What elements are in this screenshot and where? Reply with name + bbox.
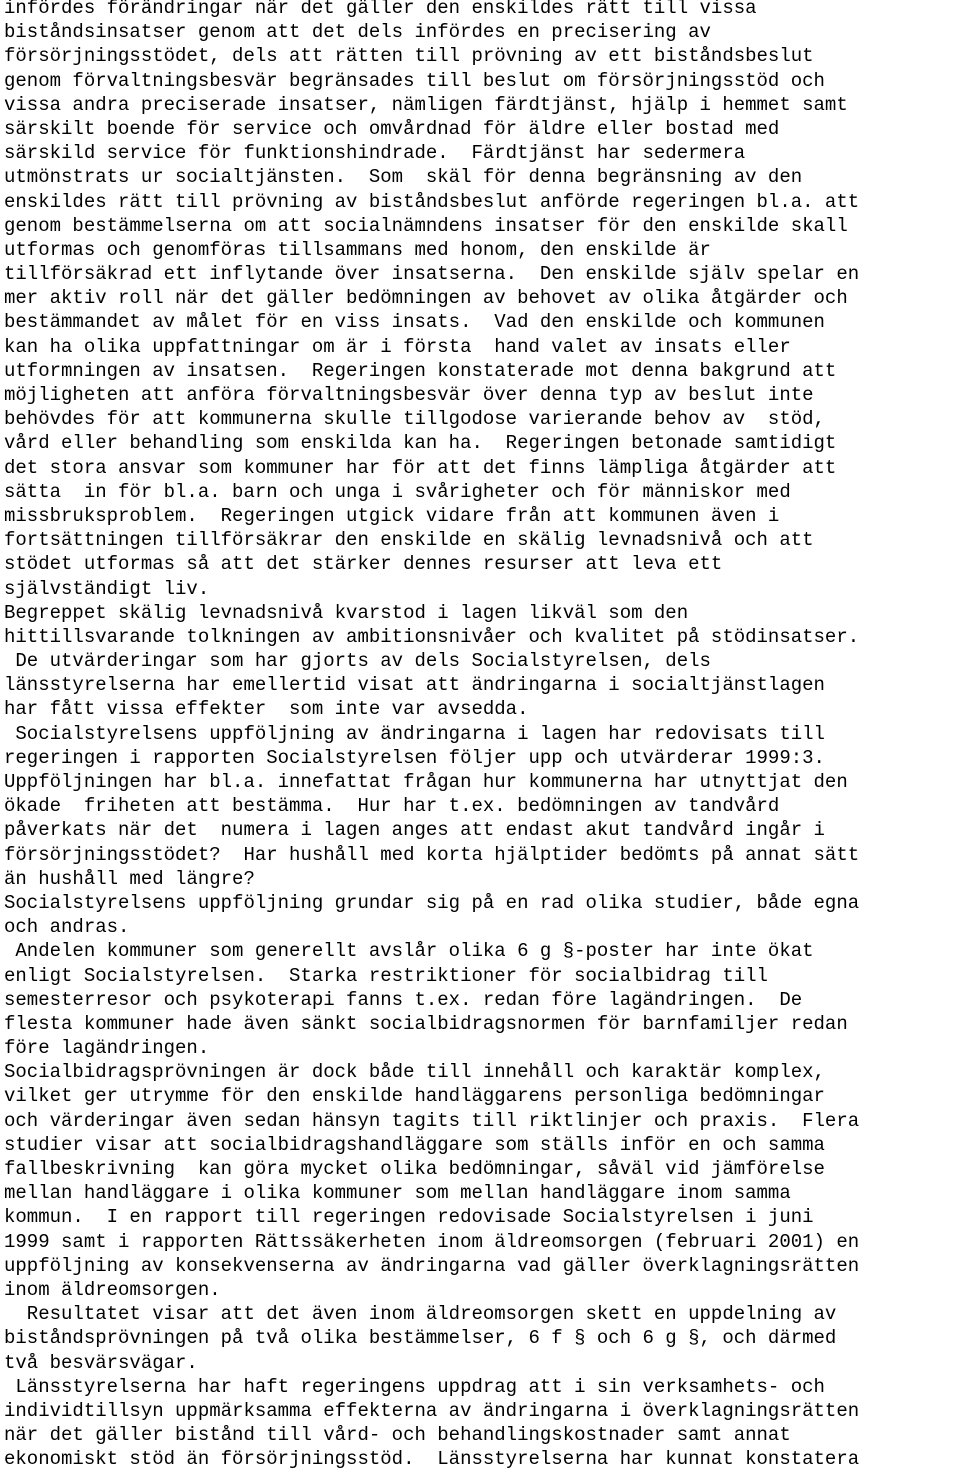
text-line: infördes förändringar när det gäller den enskildes rätt till vissa xyxy=(4,0,757,19)
text-line: vård eller behandling som enskilda kan ha. Regeringen betonade samtidigt xyxy=(4,432,837,455)
text-line: försörjningsstödet, dels att rätten till prövning av ett biståndsbeslut xyxy=(4,45,814,68)
text-line: studier visar att socialbidragshandläggare som ställs inför en och samma xyxy=(4,1133,825,1156)
text-line: Länsstyrelserna har haft regeringens uppdrag att i sin verksamhets- och xyxy=(4,1375,825,1398)
text-line: påverkats när det numera i lagen anges att endast akut tandvård ingår i xyxy=(4,819,825,842)
text-line: individtillsyn uppmärksamma effekterna av ändringarna i överklagningsrätten xyxy=(4,1399,860,1422)
text-line: biståndsinsatser genom att det dels infördes en precisering av xyxy=(4,21,711,44)
text-line: särskild service för funktionshindrade. Färdtjänst har sedermera xyxy=(4,142,746,165)
text-line: inom äldreomsorgen. xyxy=(4,1278,221,1301)
text-line: mellan handläggare i olika kommuner som mellan handläggare inom samma xyxy=(4,1182,791,1205)
text-line: semesterresor och psykoterapi fanns t.ex. redan före lagändringen. De xyxy=(4,988,803,1011)
text-line: De utvärderingar som har gjorts av dels Socialstyrelsen, dels xyxy=(4,650,711,673)
text-line: än hushåll med längre? xyxy=(4,867,255,890)
text-line: enligt Socialstyrelsen. Starka restriktioner för socialbidrag till xyxy=(4,964,768,987)
text-line: Uppföljningen har bl.a. innefattat frågan hur kommunerna har utnyttjat den xyxy=(4,771,848,793)
text-line: sätta in för bl.a. barn och unga i svårigheter och för människor med xyxy=(4,480,791,503)
text-line: två besvärsvägar. xyxy=(4,1351,198,1374)
text-line: det stora ansvar som kommuner har för att det finns lämpliga åtgärder att xyxy=(4,456,837,479)
text-line: utmönstrats ur socialtjänsten. Som skäl för denna begränsning av den xyxy=(4,166,803,189)
text-line: självständigt liv. xyxy=(4,577,210,600)
text-line: möjligheten att anföra förvaltningsbesvär över denna typ av beslut inte xyxy=(4,384,814,406)
document-page xyxy=(4,0,960,1471)
text-line: stödet utformas så att det stärker dennes resurser att leva ett xyxy=(4,553,723,576)
text-line: ekonomiskt stöd än försörjningsstöd. Länsstyrelserna har kunnat konstatera xyxy=(4,1448,860,1471)
text-line: vilket ger utrymme för den enskilde handläggarens personliga bedömningar xyxy=(4,1085,825,1108)
text-line: fortsättningen tillförsäkrar den enskilde en skälig levnadsnivå och att xyxy=(4,529,814,552)
text-line: genom bestämmelserna om att socialnämndens insatser för den enskilde skall xyxy=(4,214,848,237)
text-line: missbruksproblem. Regeringen utgick vidare från att kommunen även i xyxy=(4,504,780,527)
text-line: försörjningsstödet? Har hushåll med korta hjälptider bedömts på annat sätt xyxy=(4,843,860,866)
text-line: hittillsvarande tolkningen av ambitionsnivåer och kvalitet på stödinsatser. xyxy=(4,625,860,648)
text-line: har fått vissa effekter som inte var avsedda. xyxy=(4,698,529,721)
text-line: Begreppet skälig levnadsnivå kvarstod i lagen likväl som den xyxy=(4,601,689,624)
text-line: kommun. I en rapport till regeringen redovisade Socialstyrelsen i juni xyxy=(4,1206,814,1229)
text-line: behövdes för att kommunerna skulle tillgodose varierande behov av stöd, xyxy=(4,408,825,431)
text-line: vissa andra preciserade insatser, nämligen färdtjänst, hjälp i hemmet samt xyxy=(4,93,848,116)
text-line: biståndsprövningen på två olika bestämmelser, 6 f § och 6 g §, och därmed xyxy=(4,1327,837,1350)
text-line: före lagändringen. xyxy=(4,1037,210,1060)
text-line: när det gäller bistånd till vård- och behandlingskostnader samt annat xyxy=(4,1424,791,1447)
text-line: 1999 samt i rapporten Rättssäkerheten inom äldreomsorgen (februari 2001) en xyxy=(4,1230,860,1253)
text-line: Resultatet visar att det även inom äldreomsorgen skett en uppdelning av xyxy=(4,1303,837,1326)
text-line: kan ha olika uppfattningar om är i första hand valet av insats eller xyxy=(4,335,791,358)
text-line: fallbeskrivning kan göra mycket olika bedömningar, såväl vid jämförelse xyxy=(4,1158,825,1180)
text-line: Socialstyrelsens uppföljning av ändringarna i lagen har redovisats till xyxy=(4,722,825,745)
text-line: särskilt boende för service och omvårdnad för äldre eller bostad med xyxy=(4,117,780,140)
text-line: tillförsäkrad ett inflytande över insatserna. Den enskilde själv spelar en xyxy=(4,263,860,286)
text-line: genom förvaltningsbesvär begränsades till beslut om försörjningsstöd och xyxy=(4,69,825,92)
text-line: Andelen kommuner som generellt avslår olika 6 g §-poster har inte ökat xyxy=(4,940,814,963)
text-line: ökade friheten att bestämma. Hur har t.ex. bedömningen av tandvård xyxy=(4,795,780,818)
text-line: Socialbidragsprövningen är dock både till innehåll och karaktär komplex, xyxy=(4,1061,825,1084)
text-line: utformningen av insatsen. Regeringen konstaterade mot denna bakgrund att xyxy=(4,359,837,382)
text-line: enskildes rätt till prövning av biståndsbeslut anförde regeringen bl.a. att xyxy=(4,190,860,213)
text-line: Socialstyrelsens uppföljning grundar sig på en rad olika studier, både egna xyxy=(4,891,860,914)
text-line: länsstyrelserna har emellertid visat att ändringarna i socialtjänstlagen xyxy=(4,674,825,697)
text-line: och andras. xyxy=(4,916,130,939)
text-line: bestämmandet av målet för en viss insats. Vad den enskilde och kommunen xyxy=(4,311,825,334)
text-line: uppföljning av konsekvenserna av ändringarna vad gäller överklagningsrätten xyxy=(4,1254,860,1277)
text-line: och värderingar även sedan hänsyn tagits till riktlinjer och praxis. Flera xyxy=(4,1109,860,1132)
text-line: regeringen i rapporten Socialstyrelsen följer upp och utvärderar 1999:3. xyxy=(4,746,825,769)
text-line: mer aktiv roll när det gäller bedömningen av behovet av olika åtgärder och xyxy=(4,287,848,310)
text-line: utformas och genomföras tillsammans med honom, den enskilde är xyxy=(4,238,711,261)
text-line: flesta kommuner hade även sänkt socialbidragsnormen för barnfamiljer redan xyxy=(4,1012,848,1035)
